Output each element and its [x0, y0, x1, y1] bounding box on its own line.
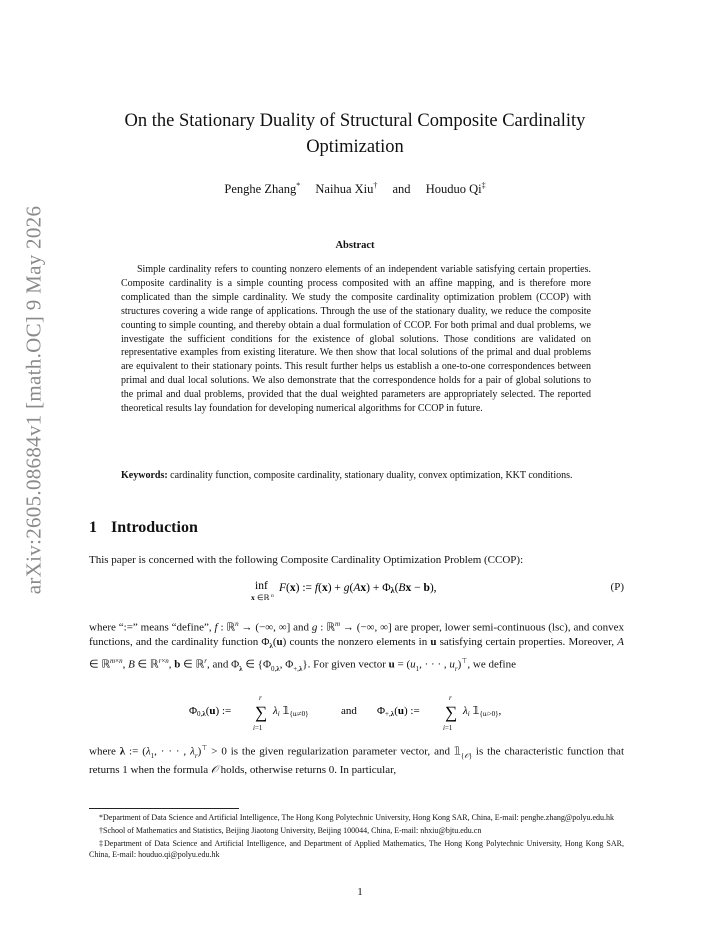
svg-text:inf: inf	[255, 580, 268, 592]
footnote: †School of Mathematics and Statistics, Beijing Jiaotong University, Beijing 100044, China, E-mail: nhxiu@bjtu.edu.cn	[99, 826, 482, 835]
author-footnote-mark: *	[296, 181, 301, 190]
paper-title: On the Stationary Duality of Structural Composite Cardinality Optimization	[124, 111, 586, 157]
svg-text:n: n	[271, 593, 274, 599]
author-name: Houduo Qi	[425, 182, 482, 197]
author-footnote-mark: ‡	[481, 181, 486, 190]
keywords-label: Keywords:	[121, 470, 168, 481]
intro-paragraph: This paper is concerned with the following Composite Cardinality Optimization Problem (CCOP):	[89, 554, 524, 566]
author-name: Naihua Xiu	[315, 182, 374, 197]
svg-text:Φ0,λ(u) :=: Φ0,λ(u) :=	[189, 705, 232, 718]
keywords	[121, 469, 591, 483]
section-heading	[89, 519, 198, 537]
svg-text:F(x) := f(x) + g(Ax) + Φλ(Bx −: F(x) := f(x) + g(Ax) + Φλ(Bx − b),	[279, 582, 437, 595]
svg-text:λi 𝟙{ui≠0}: λi 𝟙{ui≠0}	[273, 705, 309, 718]
arxiv-identifier: arXiv:2605.08684v1 [math.OC] 9 May 2026	[21, 205, 46, 595]
svg-text:Φ+,λ(u) :=: Φ+,λ(u) :=	[377, 705, 420, 718]
svg-text:λi 𝟙{ui>0},: λi 𝟙{ui>0},	[463, 705, 502, 718]
author-conjunction: and	[392, 182, 411, 197]
footnote: ‡Department of Data Science and Artificial Intelligence, and Department of Applied Mathematics, The Hong Kong Polytechnic University, Hong Kong SAR, China, E-mail: houduo.qi@polyu.edu.hk	[89, 839, 624, 859]
svg-text:∈ℝ: ∈ℝ	[257, 593, 270, 602]
author-list	[90, 181, 620, 197]
page-number: 1	[357, 886, 363, 898]
svg-text:∑: ∑	[255, 703, 268, 722]
svg-text:x: x	[251, 593, 255, 602]
arxiv-watermark	[14, 120, 54, 680]
definition-conjunction: and	[341, 705, 357, 717]
section-title: Introduction	[111, 519, 198, 536]
section-number: 1	[89, 519, 97, 536]
author-footnote-mark: †	[373, 181, 378, 190]
svg-text:i=1: i=1	[253, 724, 263, 732]
definition-paragraph: where “:=” means “define”, f : ℝ$^n$ → (−∞, ∞] and g : ℝ$^m$ → (−∞, ∞] are proper, lower semi-continuous (lsc), and convex functions, and the cardinality function $\Phi_\lambda(u)$ counts the nonzero elements in u satisfying certain properties. Moreover, A ∈ ℝ$^{m\times n}$, B ∈ ℝ$^{r\times n}$, b ∈ ℝ$^r$, and $\Phi_\lambda$ ∈ {$\Phi_{0,\lambda}$, $\Phi_{+,\lambda}$}. For given vector $u = (u_1$, · · · , $u_r)^⊤$, we define	[89, 620, 624, 673]
parameter-paragraph: where λ := ($\lambda_1$, · · · , $\lambda_r)^⊤ > 0$ is the given regularization parameter vector, and $𝟙_{\{𝒪\}}$ is the characteristic function that returns 1 when the formula 𝒪 holds, otherwise returns 0. In particular,	[89, 744, 624, 777]
keywords-text: cardinality function, composite cardinality, stationary duality, convex optimization, KKT conditions.	[170, 470, 573, 481]
abstract-text: Simple cardinality refers to counting nonzero elements of an independent variable satisfying certain properties. Composite cardinality is a simple counting process composited with an affine mapping, and is therefore more complicated than the simple cardinality. We study the composite cardinality optimization problem (CCOP) with structures covering a wide range of applications. Through the use of the stationary duality, we reduce the composite counting to simple counting, and thereby obtain a dual formulation of CCOP. For both primal and dual problems, we investigate the sufficient conditions for the existence of global solutions. Those conditions are validated on representative examples from existing literature. We then show that local solutions of the primal and dual problems are equivalent to their stationary points. This result further helps us establish a one-to-one correspondences between primal and dual local solutions. We also demonstrate that the correspondence holds for a pair of global solutions to the primal and dual problems, provided that the dual weighted parameters are appropriately selected. The reported theoretical results lay foundation for developing numerical algorithms for CCOP in future.	[121, 264, 591, 415]
svg-text:r: r	[259, 694, 262, 702]
footnotes	[89, 812, 624, 862]
svg-text:∑: ∑	[445, 703, 458, 722]
problem-equation	[89, 578, 624, 604]
cardinality-formula	[189, 688, 609, 734]
equation-tag: (P)	[610, 581, 624, 593]
footnote: *Department of Data Science and Artificial Intelligence, The Hong Kong Polytechnic University, Hong Kong SAR, China, E-mail: penghe.zhang@polyu.edu.hk	[99, 813, 615, 822]
svg-text:r: r	[449, 694, 452, 702]
footnote-rule	[89, 808, 239, 809]
problem-formula	[251, 578, 655, 606]
author-name: Penghe Zhang	[224, 182, 297, 197]
svg-text:i=1: i=1	[443, 724, 453, 732]
cardinality-definition	[89, 688, 624, 732]
abstract-heading: Abstract	[335, 240, 375, 251]
